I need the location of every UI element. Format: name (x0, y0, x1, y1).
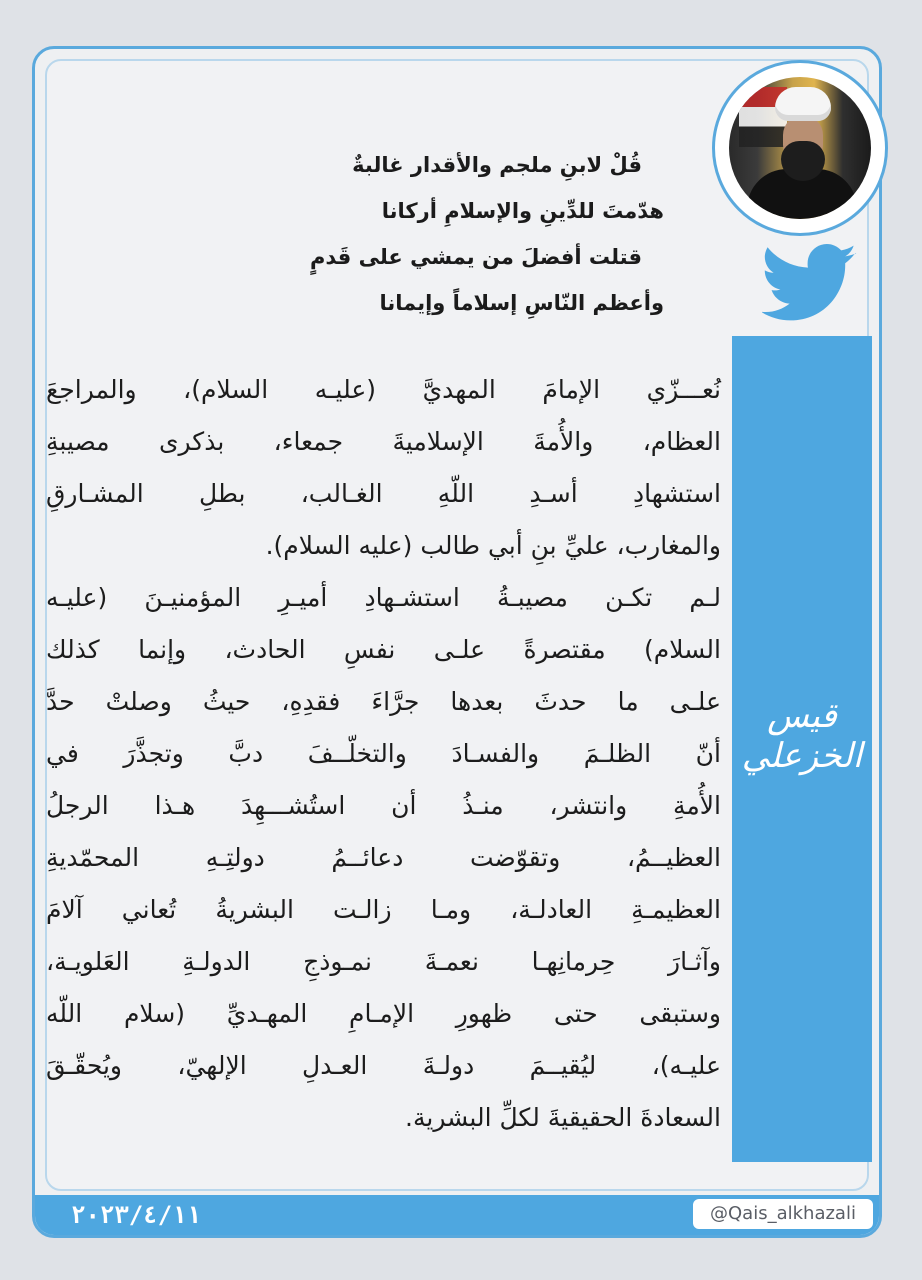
body-line: وستبقى حتى ظهورِ الإمـامِ المهـديِّ (سلام اللّه (46, 999, 721, 1028)
tweet-date: ٢٠٢٣/٤/١١ (71, 1201, 202, 1229)
body-line: والمغارب، عليِّ بنِ أبي طالب (عليه السلام). (265, 531, 721, 560)
body-line: أنّ الظلـمَ والفسـادَ والتخلّــفَ دبَّ وتجذَّرَ في (46, 739, 721, 768)
body-line: العظام، والأُمةَ الإسلاميةَ جمعاء، بذكرى مصيبةِ (46, 427, 721, 456)
body-line: العظيمـةِ العادلـة، ومـا زالـت البشريةُ تُعاني آلامَ (46, 895, 721, 924)
body-line: السلام) مقتصرةً علـى نفسِ الحادث، وإنما كذلك (46, 635, 721, 664)
signature-calligraphy: قيس الخزعلي (741, 696, 863, 776)
twitter-bird-icon (762, 244, 858, 324)
body-line: عليـه)، ليُقيــمَ دولـةَ العـدلِ الإلهيّ، ويُحقّـقَ (46, 1051, 721, 1080)
footer-bar (35, 1195, 879, 1235)
body-line: العظيــمُ، وتقوّضت دعائــمُ دولتِـهِ المحمّديةِ (46, 843, 721, 872)
avatar[interactable] (729, 77, 871, 219)
tweet-body-text (46, 364, 721, 1144)
body-line: لـم تكـن مصيبـةُ استشـهادِ أميـرِ المؤمنيـنَ (عليـه (46, 583, 721, 612)
profile-avatar-ring[interactable] (712, 60, 888, 236)
signature-panel (732, 336, 872, 1162)
twitter-handle[interactable]: @Qais_alkhazali (693, 1199, 873, 1229)
body-line: الأُمةِ وانتشر، منـذُ أن استُشـــهِدَ هـذا الرجلُ (46, 791, 721, 820)
poem-line: وأعظم النّاسِ إسلاماً وإيمانا (379, 291, 664, 315)
body-line: السعادةَ الحقيقيةَ لكلِّ البشرية. (405, 1103, 721, 1132)
poem-line: قُلْ لابنِ ملجم والأقدار غالبةٌ (352, 153, 642, 177)
poem-line: قتلت أفضلَ من يمشي على قَدمٍ (310, 245, 642, 269)
poem-line: هدّمتَ للدِّينِ والإسلامِ أركانا (381, 199, 664, 223)
turban-graphic (775, 87, 831, 121)
body-line: علـى ما حدثَ بعدها جرَّاءَ فقدِهِ، حيثُ وصلتْ حدَّ (46, 687, 721, 716)
poem-block (244, 142, 664, 326)
body-line: وآثـارَ حِرمانِهـا نعمـةَ نمـوذجِ الدولـةِ العَلويـة، (46, 947, 721, 976)
body-line: استشهادِ أسـدِ اللّهِ الغـالب، بطلِ المشـارقِ (46, 479, 721, 508)
body-line: نُعـــزّي الإمامَ المهديَّ (عليـه السلام)، والمراجعَ (46, 375, 721, 404)
